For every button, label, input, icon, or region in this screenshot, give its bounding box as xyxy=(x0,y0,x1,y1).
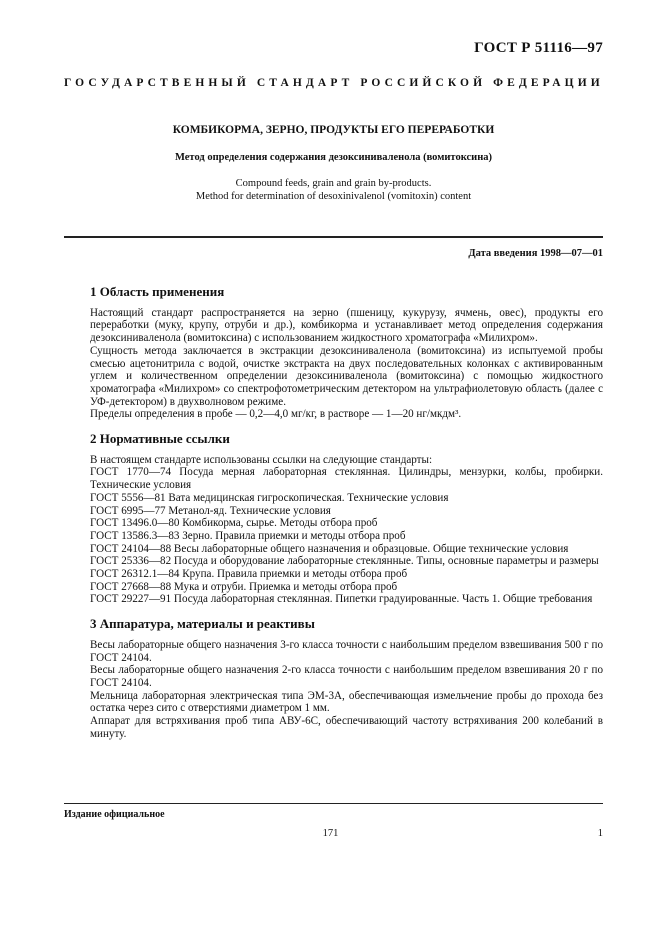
english-title xyxy=(64,178,603,203)
section-apparatus xyxy=(90,618,603,740)
state-standard-banner: ГОСУДАРСТВЕННЫЙ СТАНДАРТ РОССИЙСКОЙ ФЕДЕРАЦИИ xyxy=(64,77,604,89)
section-heading: 1 Область применения xyxy=(90,284,225,299)
reference-item: ГОСТ 13586.3—83 Зерно. Правила приемки и методы отбора проб xyxy=(90,529,406,542)
english-title-line-2: Method for determination of desoxinivalenol (vomitoxin) content xyxy=(195,190,472,202)
document-code: ГОСТ Р 51116—97 xyxy=(474,40,603,56)
section-heading: 3 Аппаратура, материалы и реактивы xyxy=(90,616,315,632)
paragraph: Аппарат для встряхивания проб типа АВУ-6С, обеспечивающий частоту встряхивания 200 колебаний в минуту. xyxy=(90,715,603,740)
main-content xyxy=(90,286,603,753)
paragraph: Настоящий стандарт распространяется на зерно (пшеницу, кукурузу, ячмень, овес), продукты его переработки (муку, крупу, отруби и др.), комбикорма и устанавливает метод определения содержания дезоксиниваленола (вомитоксина) с использованием жидкостного хроматографа «Милихром». xyxy=(90,306,603,345)
header-rule xyxy=(64,236,603,238)
reference-item: ГОСТ 6995—77 Метанол-яд. Технические условия xyxy=(90,504,331,517)
sheet-number: 1 xyxy=(597,828,603,839)
section-scope xyxy=(90,286,603,421)
reference-item: ГОСТ 13496.0—80 Комбикорма, сырье. Методы отбора проб xyxy=(90,517,378,530)
reference-item: ГОСТ 26312.1—84 Крупа. Правила приемки и методы отбора проб xyxy=(90,568,408,581)
paragraph: В настоящем стандарте использованы ссылки на следующие стандарты: xyxy=(90,453,433,466)
document-title: КОМБИКОРМА, ЗЕРНО, ПРОДУКТЫ ЕГО ПЕРЕРАБОТКИ xyxy=(172,124,495,136)
page-number: 171 xyxy=(322,828,339,839)
reference-item: ГОСТ 5556—81 Вата медицинская гигроскопическая. Технические условия xyxy=(90,491,449,504)
official-edition-label: Издание официальное xyxy=(64,809,165,820)
reference-item: ГОСТ 24104—88 Весы лабораторные общего назначения и образцовые. Общие технические условия xyxy=(90,542,569,555)
reference-item: ГОСТ 25336—82 Посуда и оборудование лабораторные стеклянные. Типы, основные параметры и размеры xyxy=(90,555,599,568)
paragraph: Мельница лабораторная электрическая типа ЭМ-3А, обеспечивающая измельчение пробы до прохода без остатка через сито с отверстиями диаметром 1 мм. xyxy=(90,689,603,715)
introduction-date: Дата введения 1998—07—01 xyxy=(468,248,603,259)
paragraph: Сущность метода заключается в экстракции дезоксиниваленола (вомитоксина) из испытуемой пробы смесью ацетонитрила с водой, очистке экстракта на двух последовательных колонках с активированным углем и количественном определении дезоксиниваленола (вомитоксина) с помощью жидкостного хроматографа «Милихром» со спектрофотометрическим детектором на ультрафиолетовую область (далее с УФ-детектором) в двухволновом режиме. xyxy=(90,344,603,408)
document-subtitle: Метод определения содержания дезоксиниваленола (вомитоксина) xyxy=(175,152,492,163)
reference-item: ГОСТ 1770—74 Посуда мерная лабораторная стеклянная. Цилиндры, мензурки, колбы, пробирки. Технические условия xyxy=(90,466,603,492)
reference-item: ГОСТ 29227—91 Посуда лабораторная стеклянная. Пипетки градуированные. Часть 1. Общие требования xyxy=(90,593,593,606)
section-heading: 2 Нормативные ссылки xyxy=(90,431,230,447)
english-title-line-1: Compound feeds, grain and grain by-products. xyxy=(235,178,432,189)
paragraph: Пределы определения в пробе — 0,2—4,0 мг/кг, в растворе — 1—20 нг/мкдм³. xyxy=(90,408,462,421)
paragraph: Весы лабораторные общего назначения 3-го класса точности с наибольшим пределом взвешивания 500 г по ГОСТ 24104. xyxy=(90,638,603,664)
paragraph: Весы лабораторные общего назначения 2-го класса точности с наибольшим пределом взвешивания 20 г по ГОСТ 24104. xyxy=(90,664,603,689)
section-normative-references xyxy=(90,433,603,606)
footer-rule xyxy=(64,803,603,804)
reference-item: ГОСТ 27668—88 Мука и отруби. Приемка и методы отбора проб xyxy=(90,580,398,593)
